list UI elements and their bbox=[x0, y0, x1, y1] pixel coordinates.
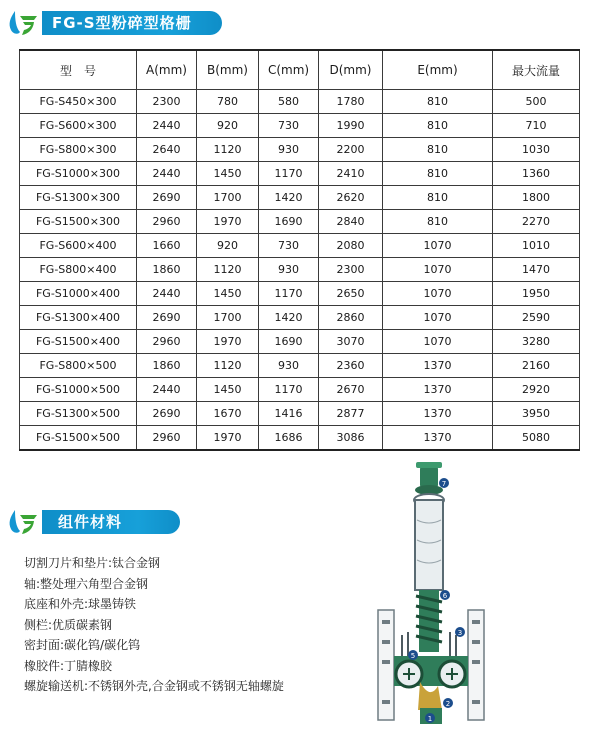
value-cell: 810 bbox=[383, 138, 493, 162]
model-cell: FG-S800×300 bbox=[20, 138, 137, 162]
callout-label: 7 bbox=[441, 480, 447, 488]
value-cell: 1800 bbox=[493, 186, 580, 210]
value-cell: 1990 bbox=[319, 114, 383, 138]
value-cell: 2440 bbox=[137, 114, 197, 138]
value-cell: 1950 bbox=[493, 282, 580, 306]
value-cell: 1690 bbox=[259, 210, 319, 234]
column-header: 型 号 bbox=[20, 50, 137, 90]
company-logo-icon bbox=[6, 8, 38, 38]
value-cell: 2670 bbox=[319, 378, 383, 402]
value-cell: 2650 bbox=[319, 282, 383, 306]
material-item: 轴:整处理六角型合金钢 bbox=[24, 576, 149, 591]
column-header: A(mm) bbox=[137, 50, 197, 90]
value-cell: 1120 bbox=[197, 354, 259, 378]
callout-label: 1 bbox=[427, 715, 433, 723]
spec-section-header bbox=[6, 8, 222, 38]
callout-label: 3 bbox=[457, 629, 463, 637]
table-row bbox=[20, 306, 580, 330]
value-cell: 3280 bbox=[493, 330, 580, 354]
value-cell: 2200 bbox=[319, 138, 383, 162]
spec-table bbox=[19, 49, 580, 451]
column-header: D(mm) bbox=[319, 50, 383, 90]
model-cell: FG-S1300×500 bbox=[20, 402, 137, 426]
table-row bbox=[20, 90, 580, 114]
material-item: 密封面:碳化钨/碳化钨 bbox=[24, 638, 141, 652]
materials-list bbox=[24, 553, 284, 697]
value-cell: 2160 bbox=[493, 354, 580, 378]
value-cell: 810 bbox=[383, 210, 493, 234]
value-cell: 2960 bbox=[137, 426, 197, 451]
value-cell: 1010 bbox=[493, 234, 580, 258]
value-cell: 1970 bbox=[197, 330, 259, 354]
column-header: C(mm) bbox=[259, 50, 319, 90]
table-header-row bbox=[20, 50, 580, 90]
model-cell: FG-S1500×400 bbox=[20, 330, 137, 354]
value-cell: 1170 bbox=[259, 162, 319, 186]
value-cell: 2690 bbox=[137, 186, 197, 210]
value-cell: 1170 bbox=[259, 282, 319, 306]
value-cell: 730 bbox=[259, 114, 319, 138]
value-cell: 2960 bbox=[137, 330, 197, 354]
value-cell: 1970 bbox=[197, 210, 259, 234]
value-cell: 2440 bbox=[137, 378, 197, 402]
value-cell: 1660 bbox=[137, 234, 197, 258]
value-cell: 1450 bbox=[197, 378, 259, 402]
model-cell: FG-S600×300 bbox=[20, 114, 137, 138]
value-cell: 1120 bbox=[197, 258, 259, 282]
table-row bbox=[20, 114, 580, 138]
value-cell: 1070 bbox=[383, 306, 493, 330]
value-cell: 3086 bbox=[319, 426, 383, 451]
material-item: 切割刀片和垫片:钛合金钢 bbox=[24, 556, 161, 570]
model-cell: FG-S1300×400 bbox=[20, 306, 137, 330]
value-cell: 780 bbox=[197, 90, 259, 114]
value-cell: 2410 bbox=[319, 162, 383, 186]
value-cell: 1170 bbox=[259, 378, 319, 402]
value-cell: 1420 bbox=[259, 186, 319, 210]
value-cell: 2840 bbox=[319, 210, 383, 234]
model-cell: FG-S1500×300 bbox=[20, 210, 137, 234]
table-row bbox=[20, 354, 580, 378]
value-cell: 1690 bbox=[259, 330, 319, 354]
value-cell: 2440 bbox=[137, 282, 197, 306]
value-cell: 1670 bbox=[197, 402, 259, 426]
value-cell: 1070 bbox=[383, 258, 493, 282]
table-row bbox=[20, 282, 580, 306]
value-cell: 920 bbox=[197, 114, 259, 138]
value-cell: 1360 bbox=[493, 162, 580, 186]
value-cell: 2440 bbox=[137, 162, 197, 186]
value-cell: 1070 bbox=[383, 234, 493, 258]
table-row bbox=[20, 402, 580, 426]
value-cell: 810 bbox=[383, 162, 493, 186]
material-item: 橡胶件:丁腈橡胶 bbox=[24, 658, 113, 673]
value-cell: 1070 bbox=[383, 330, 493, 354]
table-row bbox=[20, 234, 580, 258]
value-cell: 1860 bbox=[137, 354, 197, 378]
column-header: 最大流量 bbox=[493, 50, 580, 90]
table-row bbox=[20, 210, 580, 234]
value-cell: 2690 bbox=[137, 306, 197, 330]
value-cell: 3950 bbox=[493, 402, 580, 426]
value-cell: 1420 bbox=[259, 306, 319, 330]
model-cell: FG-S600×400 bbox=[20, 234, 137, 258]
value-cell: 1700 bbox=[197, 186, 259, 210]
materials-section-title: 组件材料 bbox=[42, 510, 180, 534]
table-row bbox=[20, 162, 580, 186]
value-cell: 2690 bbox=[137, 402, 197, 426]
model-cell: FG-S1000×400 bbox=[20, 282, 137, 306]
model-cell: FG-S1300×300 bbox=[20, 186, 137, 210]
value-cell: 710 bbox=[493, 114, 580, 138]
value-cell: 1370 bbox=[383, 402, 493, 426]
model-cell: FG-S450×300 bbox=[20, 90, 137, 114]
table-row bbox=[20, 426, 580, 451]
value-cell: 1416 bbox=[259, 402, 319, 426]
value-cell: 1686 bbox=[259, 426, 319, 451]
material-item: 侧栏:优质碳素钢 bbox=[24, 617, 113, 632]
value-cell: 2270 bbox=[493, 210, 580, 234]
model-cell: FG-S800×500 bbox=[20, 354, 137, 378]
value-cell: 1120 bbox=[197, 138, 259, 162]
value-cell: 1450 bbox=[197, 282, 259, 306]
value-cell: 1450 bbox=[197, 162, 259, 186]
table-row bbox=[20, 138, 580, 162]
spec-section-title: FG-S型粉碎型格栅 bbox=[42, 11, 222, 35]
table-row bbox=[20, 186, 580, 210]
table-row bbox=[20, 330, 580, 354]
value-cell: 810 bbox=[383, 186, 493, 210]
value-cell: 2640 bbox=[137, 138, 197, 162]
value-cell: 930 bbox=[259, 258, 319, 282]
callout-label: 2 bbox=[445, 700, 451, 708]
value-cell: 2620 bbox=[319, 186, 383, 210]
value-cell: 5080 bbox=[493, 426, 580, 451]
value-cell: 2300 bbox=[319, 258, 383, 282]
model-cell: FG-S1000×500 bbox=[20, 378, 137, 402]
column-header: E(mm) bbox=[383, 50, 493, 90]
company-logo-icon bbox=[6, 507, 38, 537]
value-cell: 500 bbox=[493, 90, 580, 114]
value-cell: 580 bbox=[259, 90, 319, 114]
value-cell: 2877 bbox=[319, 402, 383, 426]
value-cell: 730 bbox=[259, 234, 319, 258]
material-item: 螺旋输送机:不锈钢外壳,合金钢或不锈钢无轴螺旋 bbox=[24, 679, 284, 693]
value-cell: 1970 bbox=[197, 426, 259, 451]
materials-section-header bbox=[6, 507, 180, 537]
value-cell: 930 bbox=[259, 138, 319, 162]
value-cell: 3070 bbox=[319, 330, 383, 354]
value-cell: 2360 bbox=[319, 354, 383, 378]
value-cell: 2960 bbox=[137, 210, 197, 234]
value-cell: 810 bbox=[383, 114, 493, 138]
table-body bbox=[20, 90, 580, 451]
model-cell: FG-S1000×300 bbox=[20, 162, 137, 186]
value-cell: 1700 bbox=[197, 306, 259, 330]
value-cell: 2860 bbox=[319, 306, 383, 330]
callout-label: 6 bbox=[442, 592, 448, 600]
value-cell: 1470 bbox=[493, 258, 580, 282]
column-header: B(mm) bbox=[197, 50, 259, 90]
value-cell: 2590 bbox=[493, 306, 580, 330]
value-cell: 930 bbox=[259, 354, 319, 378]
value-cell: 1370 bbox=[383, 426, 493, 451]
value-cell: 810 bbox=[383, 90, 493, 114]
value-cell: 2080 bbox=[319, 234, 383, 258]
value-cell: 2300 bbox=[137, 90, 197, 114]
value-cell: 1370 bbox=[383, 354, 493, 378]
value-cell: 1780 bbox=[319, 90, 383, 114]
material-item: 底座和外壳:球墨铸铁 bbox=[24, 597, 137, 611]
callout-label: 5 bbox=[410, 652, 416, 660]
grinder-machine-illustration bbox=[372, 460, 490, 732]
model-cell: FG-S800×400 bbox=[20, 258, 137, 282]
table-row bbox=[20, 378, 580, 402]
table-row bbox=[20, 258, 580, 282]
value-cell: 920 bbox=[197, 234, 259, 258]
value-cell: 2920 bbox=[493, 378, 580, 402]
value-cell: 1860 bbox=[137, 258, 197, 282]
value-cell: 1070 bbox=[383, 282, 493, 306]
value-cell: 1370 bbox=[383, 378, 493, 402]
model-cell: FG-S1500×500 bbox=[20, 426, 137, 451]
value-cell: 1030 bbox=[493, 138, 580, 162]
